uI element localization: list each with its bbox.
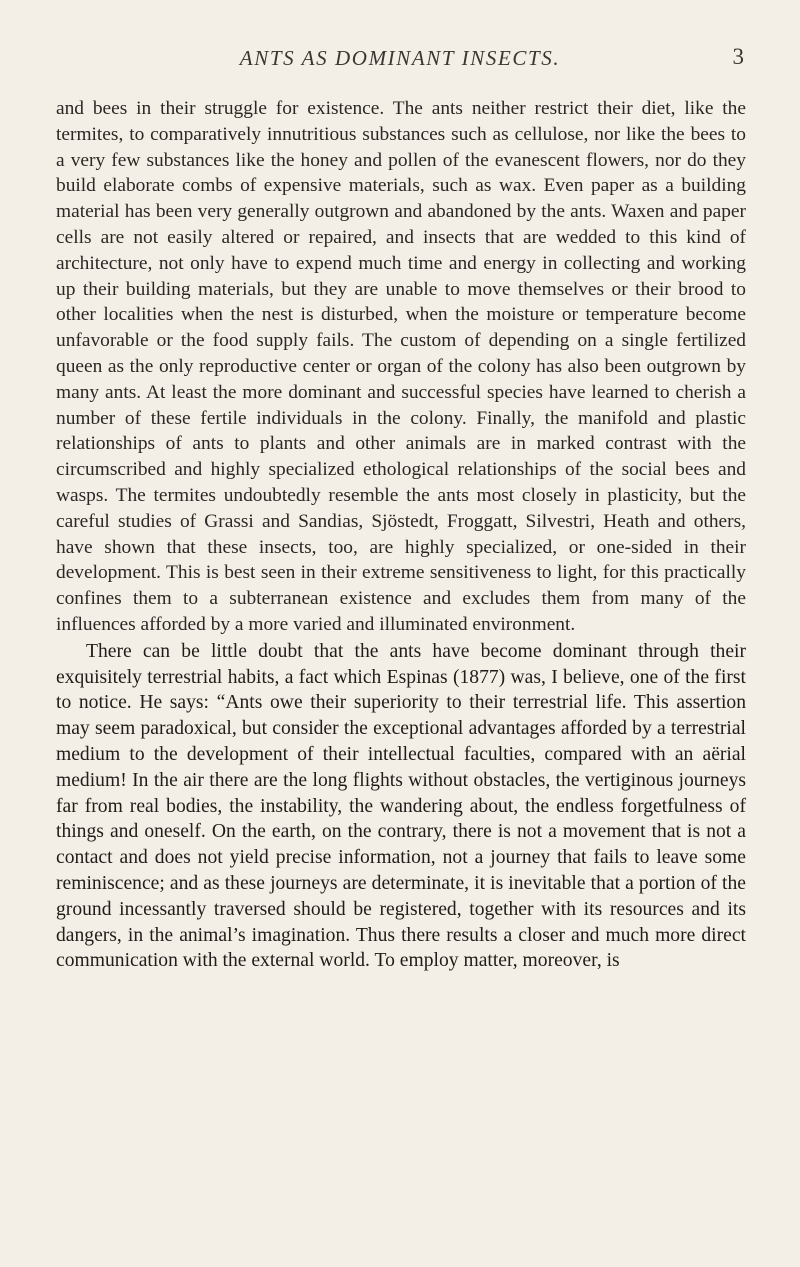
paragraph-espinas: There can be little doubt that the ants have become dominant through their exquisitely terrestrial habits, a fact which Espinas (1877) was, I believe, one of the first to notice. He says: “Ants owe their superiority to their terrestrial life. This assertion may seem paradoxical, but consider the exceptional advantages afforded by a terrestrial medium to the development of their intellectual faculties, compared with an aërial medium! In the air there are the long flights without obstacles, the vertiginous journeys far from real bodies, the instability, the wandering about, the endless forgetfulness of things and oneself. On the earth, on the contrary, there is not a movement that is not a contact and does not yield precise information, not a journey that fails to leave some reminiscence; and as these journeys are determinate, it is inevitable that a portion of the ground incessantly traversed should be registered, together with its resources and its dangers, in the animal’s imagination. Thus there results a closer and much more direct communication with the external world. To employ matter, moreover, is [56,640,746,972]
page-number: 3 [732,44,744,69]
paragraph-continued: and bees in their struggle for existence. The ants neither restrict their diet, like the termites, to comparatively innutritious substances such as cellulose, nor like the bees to a very few substances like the honey and pollen of the evanescent flowers, nor do they build elaborate combs of expensive materials, such as wax. Even paper as a building material has been very generally outgrown and abandoned by the ants. Waxen and paper cells are not easily altered or repaired, and insects that are wedded to this kind of architecture, not only have to expend much time and energy in collecting and working up their building materials, but they are unable to move themselves or their brood to other localities when the nest is disturbed, when the moisture or temperature become unfavorable or the food supply fails. The custom of depending on a single fertilized queen as the only reproductive center or organ of the colony has also been outgrown by many ants. At least the more dominant and successful species have learned to cherish a number of these fertile individuals in the colony. Finally, the manifold and plastic relationships of ants to plants and other animals are in marked contrast with the circumscribed and highly specialized ethological relationships of the social bees and wasps. The termites undoubtedly resemble the ants most closely in plasticity, but the careful studies of Grassi and Sandias, Sjöstedt, Froggatt, Silvestri, Heath and others, have shown that these insects, too, are highly specialized, or one-sided in their development. This is best seen in their extreme sensitiveness to light, for this practically confines them to a subterranean existence and excludes them from many of the influences afforded by a more varied and illuminated environment. [56,98,746,635]
body-text [56,96,746,974]
running-title: ANTS AS DOMINANT INSECTS. [239,46,561,70]
running-head [56,46,744,76]
